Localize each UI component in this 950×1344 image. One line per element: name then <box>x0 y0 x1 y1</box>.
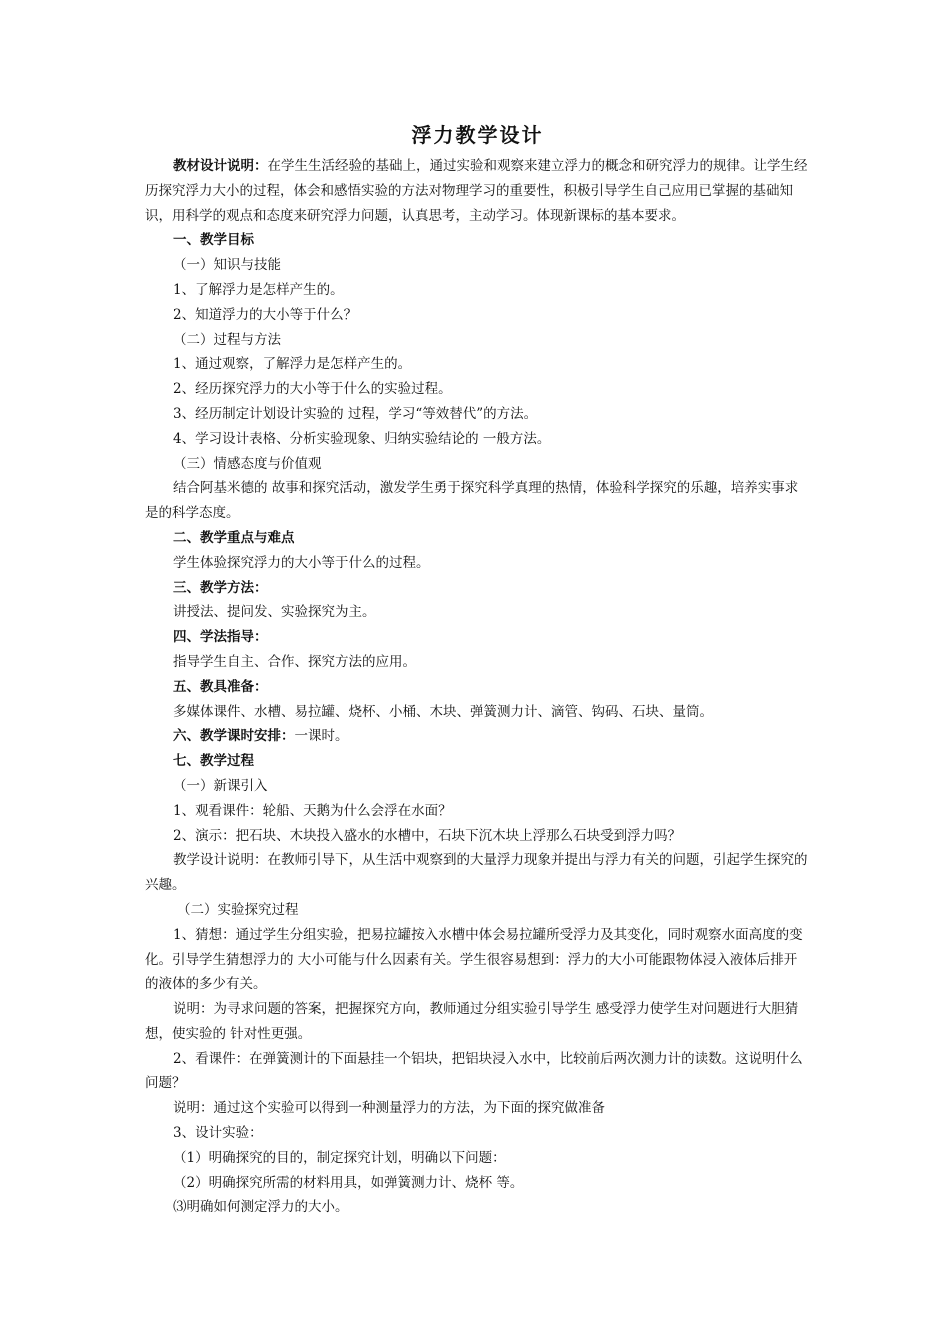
subheading: （三）情感态度与价值观 <box>173 455 322 472</box>
list-item: 2、经历探究浮力的大小等于什么的实验过程。 <box>173 381 452 398</box>
section-heading: 一、教学目标 <box>173 232 254 249</box>
section-heading: 三、教学方法： <box>173 579 268 596</box>
list-item: 1、了解浮力是怎样产生的。 <box>173 281 344 298</box>
section-heading: 四、学法指导： <box>173 629 268 646</box>
list-item: （1）明确探究的目的，制定探究计划，明确以下问题： <box>173 1149 506 1166</box>
paragraph: 1、猜想：通过学生分组实验，把易拉罐按入水槽中体会易拉罐所受浮力及其变化，同时观察水面高度的变化。引导学生猜想浮力的 大小可能与什么因素有关。学生很容易想到：浮力的大小可能跟物体浸入液体后排开的液体的多少有关。 <box>145 926 803 993</box>
subheading: （二）实验探究过程 <box>177 901 299 918</box>
section-heading: 五、教具准备： <box>173 678 268 695</box>
subheading: （一）新课引入 <box>173 777 268 794</box>
intro-label: 教材设计说明： <box>173 158 268 174</box>
paragraph: 指导学生自主、合作、探究方法的应用。 <box>173 653 416 670</box>
intro-paragraph <box>145 154 810 228</box>
list-item: ⑶明确如何测定浮力的大小。 <box>173 1199 349 1216</box>
paragraph: 2、看课件：在弹簧测计的下面悬挂一个铝块，把铝块浸入水中，比较前后两次测力计的读数。这说明什么问题？ <box>145 1050 803 1092</box>
document-title: 浮力教学设计 <box>411 123 544 147</box>
paragraph: 说明：为寻求问题的答案，把握探究方向，教师通过分组实验引导学生 感受浮力使学生对问题进行大胆猜想，使实验的 针对性更强。 <box>145 1001 799 1042</box>
list-item: 2、知道浮力的大小等于什么？ <box>173 306 358 323</box>
paragraph: 讲授法、提问发、实验探究为主。 <box>173 604 376 621</box>
paragraph: 学生体验探究浮力的大小等于什么的过程。 <box>173 554 430 571</box>
section-heading: 七、教学过程 <box>173 753 254 770</box>
section-heading: 二、教学重点与难点 <box>173 529 295 546</box>
section-line <box>145 724 810 749</box>
list-item: 3、设计实验： <box>173 1125 263 1142</box>
list-item: 2、演示：把石块、木块投入盛水的水槽中，石块下沉木块上浮那么石块受到浮力吗？ <box>173 827 682 844</box>
paragraph: 教学设计说明：在教师引导下，从生活中观察到的大量浮力现象并提出与浮力有关的问题，引起学生探究的兴趣。 <box>145 852 808 894</box>
list-item: 3、经历制定计划设计实验的 过程，学习“等效替代”的方法。 <box>173 405 538 422</box>
subheading: （一）知识与技能 <box>173 257 281 274</box>
section-text: 一课时。 <box>294 728 349 745</box>
document-page <box>145 120 810 1220</box>
paragraph: 说明：通过这个实验可以得到一种测量浮力的方法，为下面的探究做准备 <box>173 1100 605 1117</box>
list-item: 1、观看课件：轮船、天鹅为什么会浮在水面？ <box>173 802 452 819</box>
paragraph: 多媒体课件、水槽、易拉罐、烧杯、小桶、木块、弹簧测力计、滴管、钩码、石块、量筒。 <box>173 703 713 720</box>
list-item: （2）明确探究所需的材料用具，如弹簧测力计、烧杯 等。 <box>173 1174 524 1191</box>
section-heading: 六、教学课时安排： <box>173 728 295 745</box>
paragraph: 结合阿基米德的 故事和探究活动，激发学生勇于探究科学真理的热情，体验科学探究的乐趣，培养实事求是的科学态度。 <box>145 480 799 522</box>
list-item: 1、通过观察，了解浮力是怎样产生的。 <box>173 356 412 373</box>
intro-text: 在学生生活经验的基础上，通过实验和观察来建立浮力的概念和研究浮力的规律。让学生经历探究浮力大小的过程，体会和感悟实验的方法对物理学习的重要性，积极引导学生自己应用已掌握的基础知识，用科学的观点和态度来研究浮力问题，认真思考，主动学习。体现新课标的基本要求。 <box>145 158 808 224</box>
list-item: 4、学习设计表格、分析实验现象、归纳实验结论的 一般方法。 <box>173 430 551 447</box>
subheading: （二）过程与方法 <box>173 331 281 348</box>
